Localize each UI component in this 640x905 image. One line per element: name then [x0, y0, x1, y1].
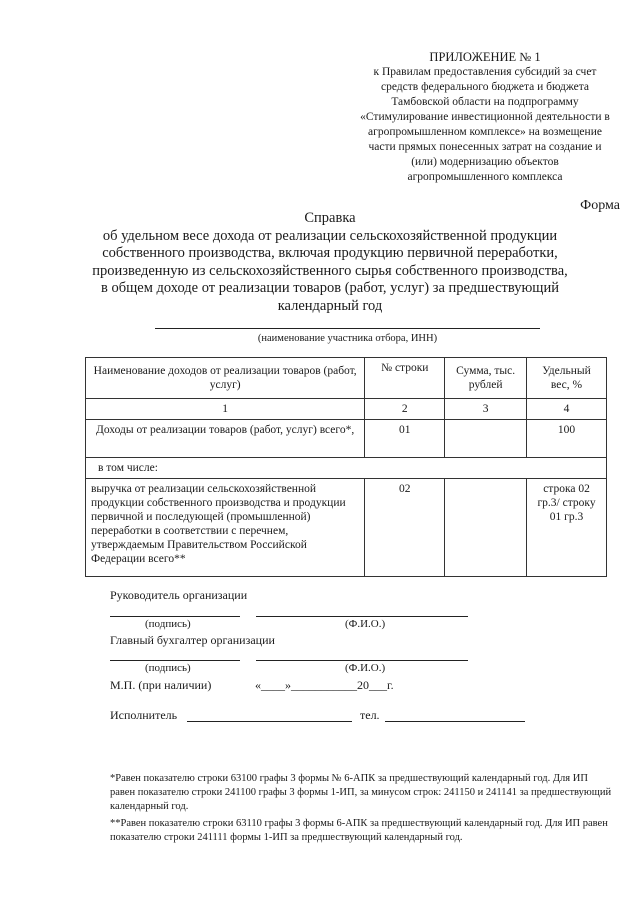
document-title: [70, 210, 590, 315]
column-number: 1: [86, 399, 365, 420]
head-label: Руководитель организации: [110, 588, 248, 602]
footnote-2: **Равен показателю строки 63110 графы 3 формы 6-АПК за предшествующий календарный год. Для ИП равен показателю строки 241111 формы 1-ИП за предшествующий календарный год.: [110, 818, 608, 843]
footnote-1: *Равен показателю строки 63100 графы 3 формы № 6-АПК за предшествующий календарный год. Для ИП равен показателю строки 241100 графы 3 формы 1-ИП, за минусом строк: 241150 и 241141 за предшествующий календарный год.: [110, 773, 612, 812]
executor-line[interactable]: [187, 721, 352, 722]
appendix-title: ПРИЛОЖЕНИЕ № 1: [429, 50, 541, 64]
head-signature-line[interactable]: [110, 616, 240, 617]
accountant-signature-line[interactable]: [110, 660, 240, 661]
title-line: собственного производства, включая продукцию первичной переработки,: [102, 245, 558, 261]
row-line-no: 02: [365, 479, 445, 577]
appendix-line: части прямых понесенных затрат на создание и: [368, 141, 602, 153]
row-share: строка 02 гр.3/ строку 01 гр.3: [527, 479, 607, 577]
phone-label: тел.: [360, 708, 380, 722]
row-line-no: 01: [365, 420, 445, 458]
row-sum[interactable]: [445, 479, 527, 577]
head-fio-line[interactable]: [256, 616, 468, 617]
table-column-numbers: [86, 399, 607, 420]
title-line: произведенную из сельскохозяйственного сырья собственного производства,: [92, 262, 568, 279]
income-table: [85, 357, 607, 577]
header-line-no: № строки: [365, 358, 445, 399]
title-line: в общем доходе от реализации товаров (работ, услуг) за предшествующий: [101, 280, 559, 296]
header-share: Удельный вес, %: [527, 358, 607, 399]
appendix-line: «Стимулирование инвестиционной деятельности в: [360, 111, 610, 123]
table-row: [86, 458, 607, 479]
accountant-fio-line[interactable]: [256, 660, 468, 661]
title-heading: Справка: [304, 210, 356, 226]
appendix-line: агропромышленном комплексе» на возмещение: [368, 126, 602, 138]
row-share: 100: [527, 420, 607, 458]
executor-label: Исполнитель: [110, 708, 178, 722]
row-sum[interactable]: [445, 420, 527, 458]
phone-line[interactable]: [385, 721, 525, 722]
appendix-line: Тамбовской области на подпрограмму: [391, 96, 579, 108]
column-number: 3: [445, 399, 527, 420]
form-label: Форма: [580, 198, 620, 213]
accountant-sign-caption: (подпись): [145, 662, 191, 674]
accountant-label: Главный бухгалтер организации: [110, 633, 275, 647]
appendix-line: (или) модернизацию объектов: [411, 156, 559, 168]
header-name: Наименование доходов от реализации товаров (работ, услуг): [86, 358, 365, 399]
appendix-line: средств федерального бюджета и бюджета: [380, 81, 589, 93]
participant-caption: (наименование участника отбора, ИНН): [257, 333, 438, 344]
column-number: 4: [527, 399, 607, 420]
accountant-fio-caption: (Ф.И.О.): [345, 662, 386, 674]
head-sign-caption: (подпись): [145, 618, 191, 630]
head-fio-caption: (Ф.И.О.): [345, 618, 386, 630]
title-line: календарный год: [277, 297, 383, 314]
appendix-header: [340, 50, 630, 185]
stamp-label: М.П. (при наличии): [110, 678, 212, 692]
date-field[interactable]: «____»___________20___г.: [255, 678, 394, 692]
table-row: [86, 479, 607, 577]
table-header-row: [86, 358, 607, 399]
column-number: 2: [365, 399, 445, 420]
row-subheading: в том числе:: [86, 458, 607, 479]
participant-name-line[interactable]: [155, 328, 540, 329]
appendix-line: агропромышленного комплекса: [407, 171, 563, 183]
table-row: [86, 420, 607, 458]
title-line: об удельном весе дохода от реализации сельскохозяйственной продукции: [102, 227, 558, 244]
row-name: выручка от реализации сельскохозяйственной продукции собственного производства и продукции первичной и последующей (промышленной) переработки в соответствии с перечнем, утверждаемым Правительством Российской Федерации всего**: [86, 479, 365, 577]
row-name: Доходы от реализации товаров (работ, услуг) всего*,: [86, 420, 365, 458]
appendix-line: к Правилам предоставления субсидий за счет: [373, 66, 597, 78]
header-sum: Сумма, тыс. рублей: [445, 358, 527, 399]
